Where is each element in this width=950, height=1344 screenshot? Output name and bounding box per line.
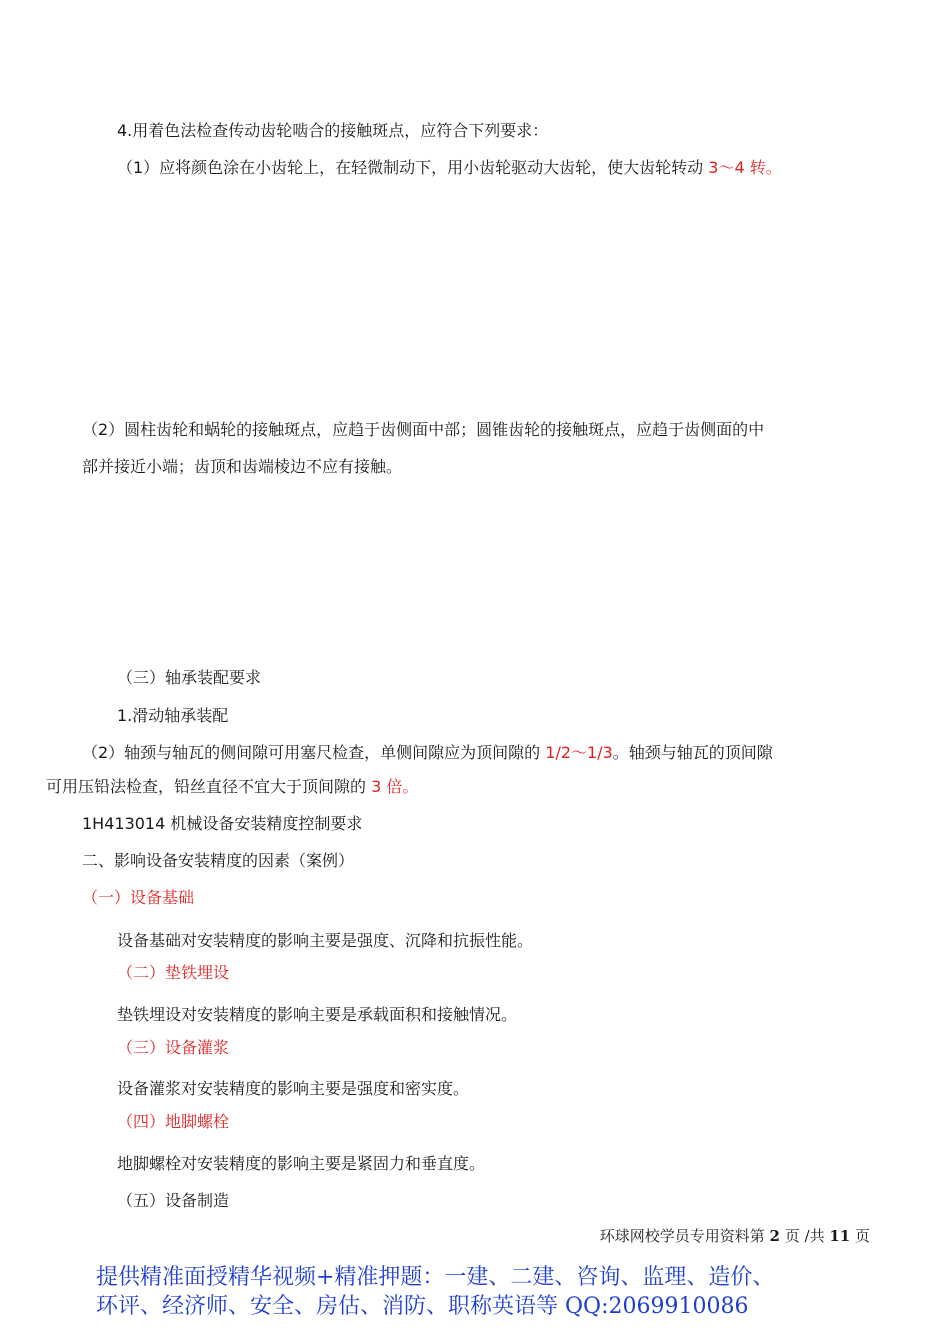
bearing-para-line-1-a: （2）轴颈与轴瓦的侧间隙可用塞尺检查，单侧间隙应为顶间隙的 [82,743,546,762]
factor-1-title: （一）设备基础 [82,888,195,907]
bearing-subheading: 1.滑动轴承装配 [117,706,229,725]
item-1-highlight: 3～4 转。 [708,158,782,177]
bearing-heading: （三）轴承装配要求 [117,668,262,687]
footer-page-number: 2 [769,1227,780,1245]
page-footer [600,1225,870,1247]
section-4-item-2-line-2: 部并接近小端；齿顶和齿端棱边不应有接触。 [82,457,403,476]
factor-3-title: （三）设备灌浆 [117,1038,230,1057]
footer-middle: 页 /共 [779,1227,830,1245]
footer-suffix: 页 [850,1227,870,1245]
factor-4-desc: 地脚螺栓对安装精度的影响主要是紧固力和垂直度。 [117,1154,486,1173]
precision-section-title: 二、影响设备安装精度的因素（案例） [82,851,355,870]
bearing-lead-wire-multiple: 3 倍。 [371,777,419,796]
bearing-para-line-2 [46,776,418,798]
bearing-para-line-1 [82,742,773,764]
promo-line-1: 提供精准面授精华视频+精准押题：一建、二建、咨询、监理、造价、 [96,1265,775,1290]
factor-2-desc: 垫铁埋设对安装精度的影响主要是承载面积和接触情况。 [117,1005,518,1024]
factor-4-title: （四）地脚螺栓 [117,1112,230,1131]
bearing-para-line-2-a: 可用压铅法检查，铅丝直径不宜大于顶间隙的 [46,777,372,796]
bearing-clearance-ratio: 1/2～1/3 [545,743,613,762]
footer-prefix: 环球网校学员专用资料第 [599,1227,770,1245]
precision-code-title: 1H413014 机械设备安装精度控制要求 [82,814,363,833]
factor-5-title: （五）设备制造 [117,1191,230,1210]
promo-line-2: 环评、经济师、安全、房估、消防、职称英语等 QQ:2069910086 [96,1294,749,1319]
item-1-text: （1）应将颜色涂在小齿轮上，在轻微制动下，用小齿轮驱动大齿轮，使大齿轮转动 [117,158,709,177]
footer-total-pages: 11 [829,1227,851,1245]
factor-3-desc: 设备灌浆对安装精度的影响主要是强度和密实度。 [117,1079,470,1098]
factor-2-title: （二）垫铁埋设 [117,963,230,982]
bearing-para-line-1-b: 。轴颈与轴瓦的顶间隙 [612,743,773,762]
section-4-item-2-line-1: （2）圆柱齿轮和蜗轮的接触斑点，应趋于齿侧面中部；圆锥齿轮的接触斑点，应趋于齿侧面的中 [82,420,765,439]
factor-1-desc: 设备基础对安装精度的影响主要是强度、沉降和抗振性能。 [117,931,534,950]
section-4-item-1 [117,157,782,179]
section-4-heading: 4.用着色法检查传动齿轮啮合的接触斑点，应符合下列要求： [117,121,549,140]
